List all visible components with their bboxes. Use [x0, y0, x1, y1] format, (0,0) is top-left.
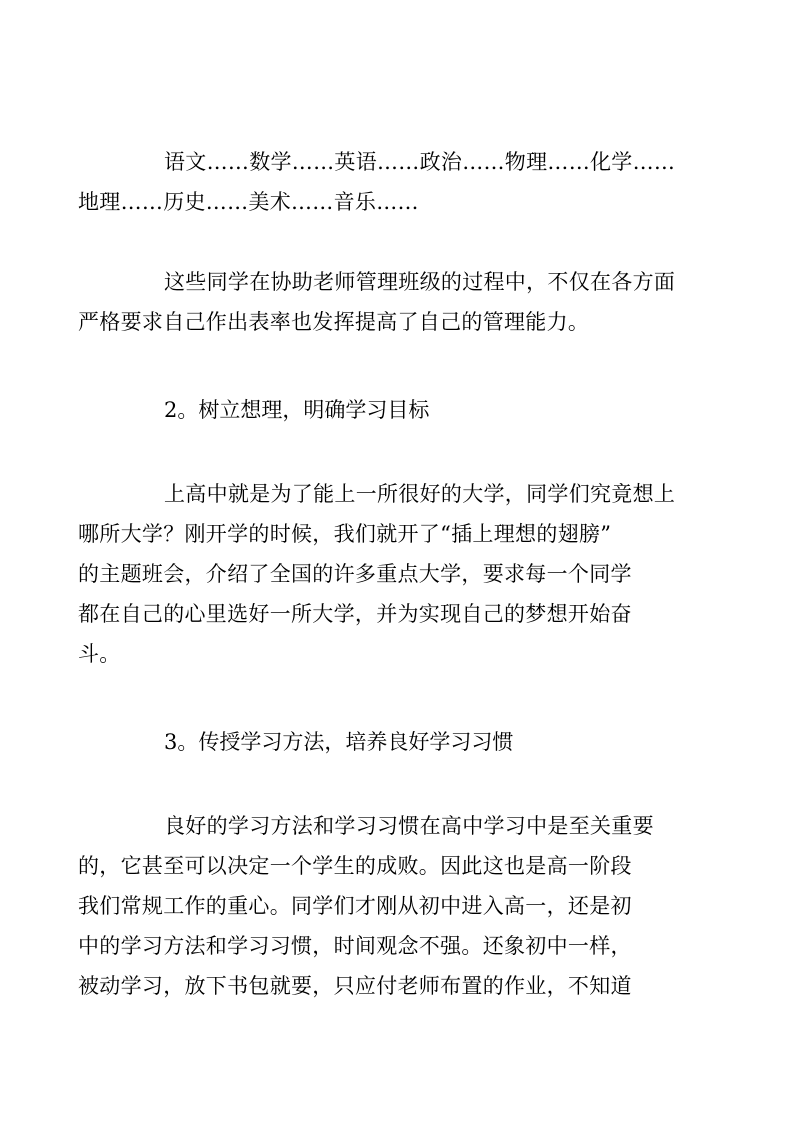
paragraph-line: 这些同学在协助老师管理班级的过程中，不仅在各方面: [164, 270, 676, 294]
paragraph-line: 我们常规工作的重心。同学们才刚从初中进入高一，还是初: [78, 894, 632, 918]
paragraph-class-management: [78, 262, 681, 342]
paragraph-line: 被动学习，放下书包就要，只应付老师布置的作业，不知道: [78, 974, 632, 998]
paragraph-line: 地理……历史……美术……音乐……: [78, 190, 419, 214]
paragraph-line: 斗。: [78, 642, 121, 666]
paragraph-line: 的主题班会，介绍了全国的许多重点大学，要求每一个同学: [78, 562, 632, 586]
paragraph-study-habits: [78, 806, 681, 1006]
section-heading-goals: 2。树立想理，明确学习目标: [164, 398, 430, 422]
paragraph-line: 上高中就是为了能上一所很好的大学，同学们究竟想上: [164, 482, 676, 506]
paragraph-line: 都在自己的心里选好一所大学，并为实现自己的梦想开始奋: [78, 602, 632, 626]
paragraph-line: 严格要求自己作出表率也发挥提高了自己的管理能力。: [78, 310, 590, 334]
paragraph-subjects: [78, 142, 681, 222]
paragraph-university-goals: [78, 474, 681, 674]
paragraph-line: 的，它甚至可以决定一个学生的成败。因此这也是高一阶段: [78, 854, 632, 878]
paragraph-line: 语文……数学……英语……政治……物理……化学……: [164, 150, 676, 174]
paragraph-line: 中的学习方法和学习习惯，时间观念不强。还象初中一样，: [78, 934, 632, 958]
section-heading-methods: 3。传授学习方法，培养良好学习习惯: [164, 730, 514, 754]
paragraph-line: 哪所大学？刚开学的时候，我们就开了“插上理想的翅膀”: [78, 522, 612, 546]
paragraph-line: 良好的学习方法和学习习惯在高中学习中是至关重要: [164, 814, 654, 838]
